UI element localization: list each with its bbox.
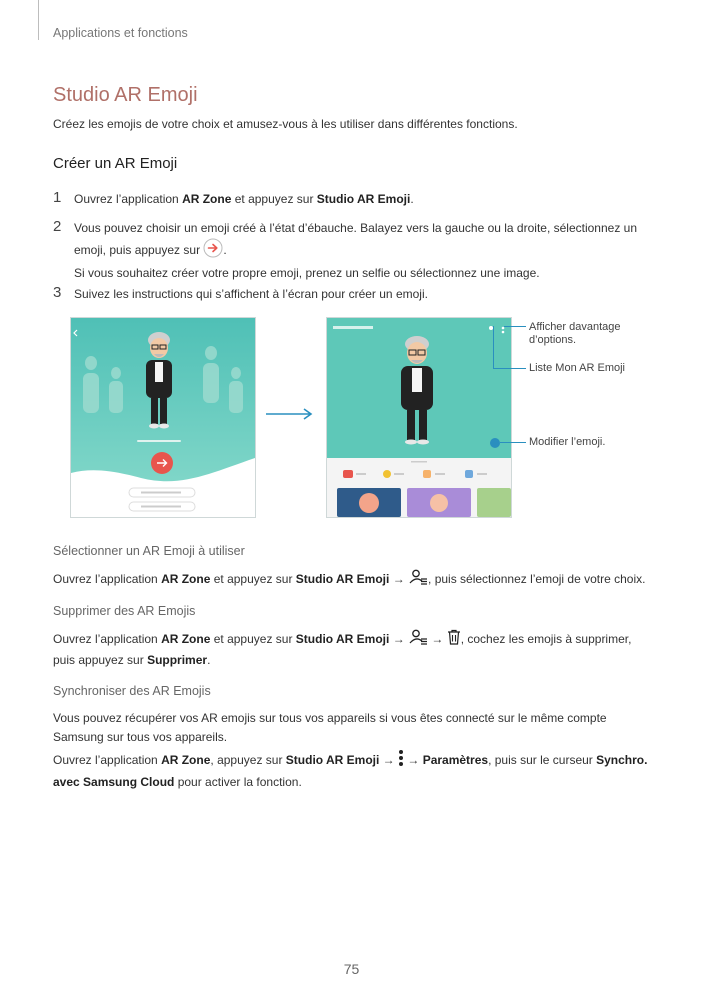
header-rule [38, 0, 39, 40]
step-number: 3 [53, 284, 62, 301]
screenshot-emoji-studio [326, 317, 512, 518]
person-list-icon [408, 569, 428, 591]
page-number: 75 [343, 961, 360, 977]
app-name: AR Zone [182, 192, 232, 206]
running-header: Applications et fonctions [53, 26, 188, 40]
section-heading-create: Créer un AR Emoji [53, 155, 178, 172]
delete-instructions: Ouvrez l’application AR Zone et appuyez sur Studio AR Emoji → → , cochez les emojis à supprimer, puis appuyez sur Supprimer. [53, 629, 653, 670]
select-instructions: Ouvrez l’application AR Zone et appuyez sur Studio AR Emoji → , puis sélectionnez l’emoji de votre choix. [53, 569, 653, 591]
section-heading-delete: Supprimer des AR Emojis [53, 604, 196, 618]
callout-more-options: Afficher davantage d’options. [529, 321, 621, 346]
callout-edit: Modifier l’emoji. [529, 436, 606, 448]
callout-my-list: Liste Mon AR Emoji [529, 362, 625, 374]
intro-text: Créez les emojis de votre choix et amusez-vous à les utiliser dans différentes fonctions. [53, 117, 518, 131]
trash-icon [447, 629, 461, 651]
sync-description: Vous pouvez récupérer vos AR emojis sur tous vos appareils si vous êtes connecté sur le même compte Samsung sur tous vos appareils. [53, 711, 607, 744]
step-number: 1 [53, 189, 62, 206]
sync-instructions: Ouvrez l’application AR Zone, appuyez sur Studio AR Emoji → → Paramètres, puis sur le curseur Synchro. avec Samsung Cloud pour activer la fonction. [53, 749, 653, 792]
next-arrow-icon [203, 238, 223, 264]
callout-line [504, 326, 526, 327]
callout-line [493, 368, 526, 369]
page-title: Studio AR Emoji [53, 84, 198, 106]
transition-arrow-icon [266, 407, 314, 426]
section-heading-sync: Synchroniser des AR Emojis [53, 684, 211, 698]
step-number: 2 [53, 218, 62, 235]
callout-line [500, 442, 526, 443]
callout-line [493, 326, 494, 369]
screenshot-emoji-select [70, 317, 256, 518]
feature-name: Studio AR Emoji [316, 192, 411, 206]
section-heading-select: Sélectionner un AR Emoji à utiliser [53, 544, 245, 558]
person-list-icon [408, 629, 428, 651]
